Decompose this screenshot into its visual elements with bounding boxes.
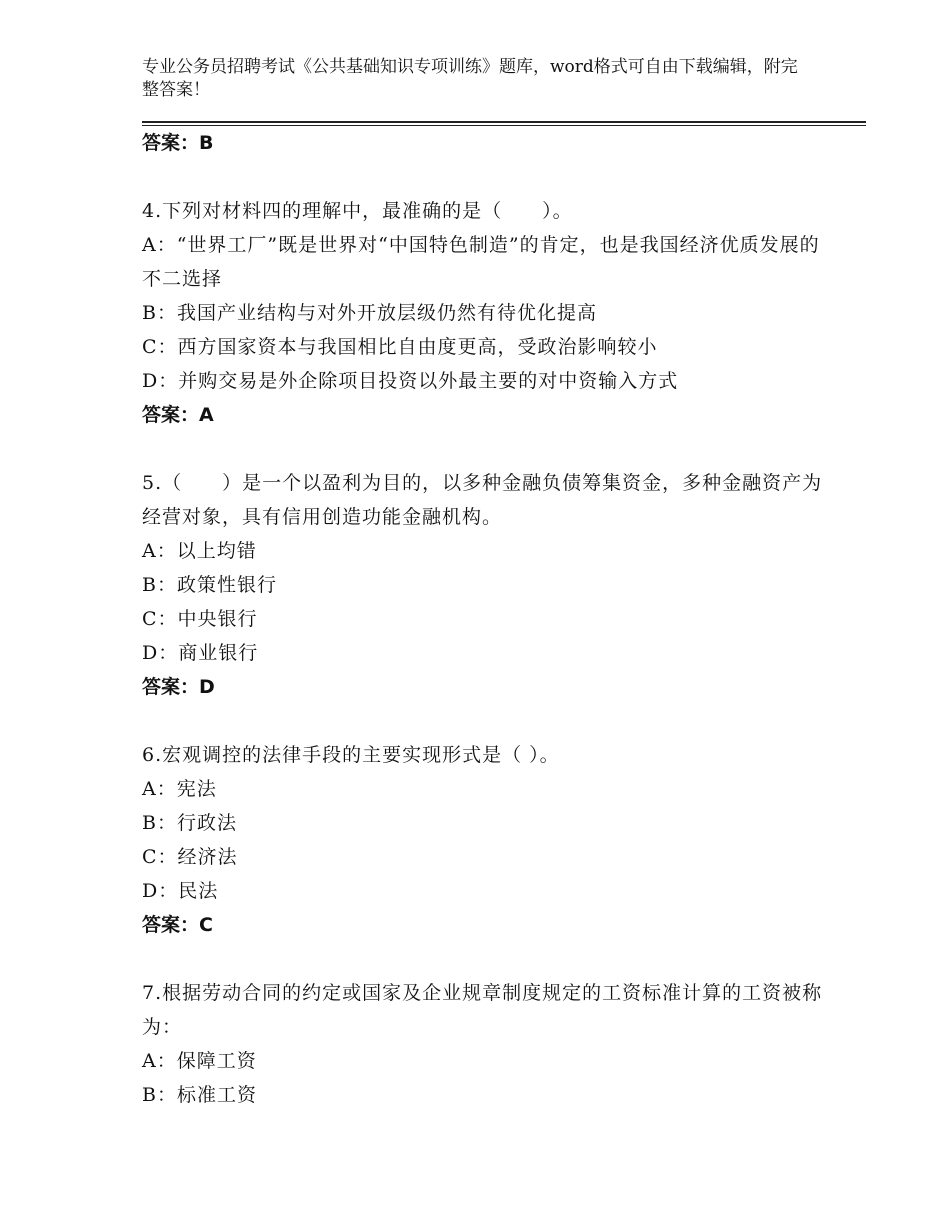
question-stem: 4.下列对材料四的理解中，最准确的是（ ）。 bbox=[142, 200, 573, 222]
option-d: D：民法 bbox=[142, 880, 219, 902]
question-stem: 6.宏观调控的法律手段的主要实现形式是（ ）。 bbox=[142, 744, 560, 766]
question-stem: 5.（ ）是一个以盈利为目的，以多种金融负债筹集资金，多种金融资产为经营对象，具有信用创造功能金融机构。 bbox=[142, 472, 823, 528]
answer-line bbox=[142, 398, 832, 432]
option-c: C：西方国家资本与我国相比自由度更高，受政治影响较小 bbox=[142, 336, 658, 358]
option-b: B：我国产业结构与对外开放层级仍然有待优化提高 bbox=[142, 302, 597, 324]
answer-line bbox=[142, 908, 832, 942]
answer-value: A bbox=[199, 404, 214, 426]
option-a: A：宪法 bbox=[142, 778, 217, 800]
answer-value: B bbox=[199, 132, 214, 154]
spacer bbox=[142, 704, 832, 738]
answer-label: 答案： bbox=[142, 132, 200, 154]
option-c: C：经济法 bbox=[142, 846, 238, 868]
answer-value: D bbox=[199, 676, 215, 698]
question-4 bbox=[142, 194, 832, 432]
answer-label: 答案： bbox=[142, 676, 200, 698]
question-6 bbox=[142, 738, 832, 942]
answer-line bbox=[142, 126, 832, 160]
option-a: A：“世界工厂”既是世界对“中国特色制造”的肯定，也是我国经济优质发展的不二选择 bbox=[142, 234, 820, 290]
option-a: A：保障工资 bbox=[142, 1050, 257, 1072]
option-a: A：以上均错 bbox=[142, 540, 257, 562]
question-list bbox=[142, 126, 832, 1112]
option-b: B：行政法 bbox=[142, 812, 237, 834]
spacer bbox=[142, 432, 832, 466]
answer-line bbox=[142, 670, 832, 704]
option-c: C：中央银行 bbox=[142, 608, 258, 630]
option-d: D：并购交易是外企除项目投资以外最主要的对中资输入方式 bbox=[142, 370, 679, 392]
option-d: D：商业银行 bbox=[142, 642, 259, 664]
spacer bbox=[142, 160, 832, 194]
option-b: B：政策性银行 bbox=[142, 574, 277, 596]
answer-value: C bbox=[199, 914, 213, 936]
header-rule-thick bbox=[142, 121, 866, 123]
question-stem: 7.根据劳动合同的约定或国家及企业规章制度规定的工资标准计算的工资被称为： bbox=[142, 982, 823, 1038]
answer-label: 答案： bbox=[142, 404, 200, 426]
question-7 bbox=[142, 976, 832, 1112]
answer-label: 答案： bbox=[142, 914, 200, 936]
page-header: 专业公务员招聘考试《公共基础知识专项训练》题库，word格式可自由下载编辑，附完整答案！ bbox=[142, 57, 798, 100]
spacer bbox=[142, 942, 832, 976]
option-b: B：标准工资 bbox=[142, 1084, 257, 1106]
question-5 bbox=[142, 466, 832, 704]
